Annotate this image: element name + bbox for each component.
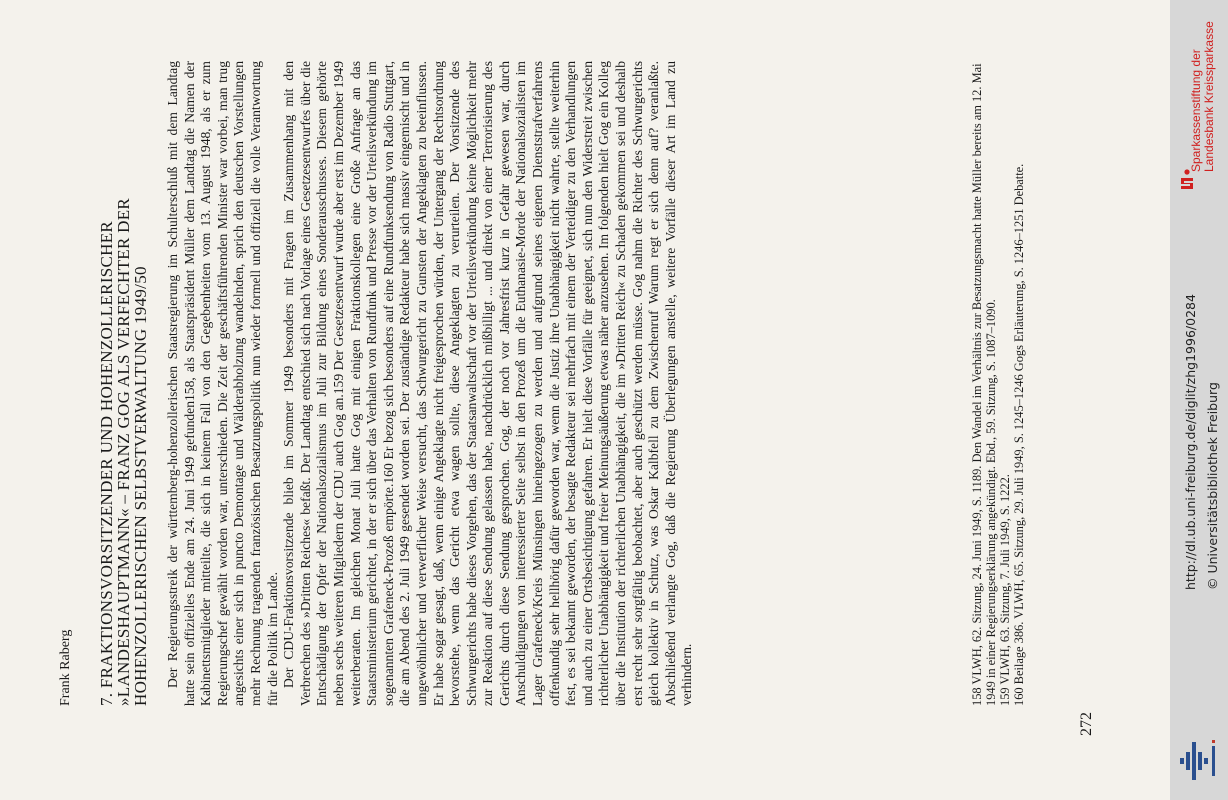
footnote-160: 160 Beilage 386. VLWH, 65. Sitzung, 29. Juli 1949, S. 1245–1246 Gogs Erläuterung, S. 1246–1251 Debatte. (1012, 163, 1026, 706)
paragraph-2: Der CDU-Fraktionsvorsitzende blieb im Sommer 1949 besonders mit Fragen im Zusammenhang mit den Verbrechen des »Dritten Reiches« befaßt. Der Landtag entschied sich nach Vorlage eines Gesetzesentwurfes über die Entschädigung der Opfer der Nationalsozialismus im Juli zur Bildung eines Sonderausschusses. Diesem gehörte neben sechs weiteren Mitgliedern der CDU auch Gog an.159 Der Gesetzesentwurf wurde aber erst im Dezember 1949 weiterberaten. Im gleichen Monat Juli hatte Gog mit einigen Fraktionskollegen eine Große Anfrage an das Staatsministerium gerichtet, in der er sich über das Verhalten von Rundfunk und Presse vor der Urteilsverkündung im sogenannten Grafeneck-Prozeß empörte.160 Er bezog sich besonders auf eine Rundfunksendung von Radio Stuttgart, die am Abend des 2. Juli 1949 gesendet worden sei. Der zuständige Redakteur habe sich massiv eingemischt und in ungewöhnlicher und verwerflicher Weise versucht, das Schwurgericht zu Gunsten der Angeklagten zu beeinflussen. Er habe sogar gesagt, daß, wenn einige Angeklagte nicht freigesprochen würden, der Untergang der Rechtsordnung bevorstehe, wenn das Gericht etwa wagen sollte, diese Angeklagten zu verurteilen. Der Vorsitzende des Schwurgerichts habe dieses Vorgehen, das der Staatsanwaltschaft vor der Urteilsverkündung keine Möglichkeit mehr zur Reaktion auf diese Sendung gelassen habe, nachdrücklich mißbilligt ... und direkt von einer Terrorisierung des Gerichts durch diese Sendung gesprochen. Gog, der noch vor Jahresfrist kurz in Gefahr gewesen war, durch Anschuldigungen von interessierter Seite selbst in den Prozeß um die Euthanasie-Morde der Nationalsozialisten im Lager Grafeneck/Kreis Münsingen hineingezogen zu werden und aufgrund seines eigenen Dienststrafverfahrens offenkundig sehr hellhörig dafür geworden war, wenn die Justiz ihre Unabhängigkeit nicht wahrte, stellte weiterhin fest, es sei bekannt geworden, der besagte Redakteur sei mehrfach mit einem der Verteidiger zu den Verhandlungen und auch zu einer Ortsbesichtigung gefahren. Er hielt diese Vorfälle für geeignet, sich nun den Widerstreit zwischen richterlicher Unabhängigkeit und freier Meinungsäußerung etwas näher anzusehen. Im folgenden hielt Gog ein Kolleg über die Institution der richterlichen Unabhängigkeit, die im »Dritten Reich« zu Schaden gekommen sei und deshalb erst recht sehr sorgfältig beobachtet, aber auch geschützt werden müsse. Gog nahm die Richter des Schwurgerichts gleich kollektiv in Schutz, was Oskar Kalbfell zu dem Zwischenruf Warum regt er sich denn auf? veranlaßte. Abschließend verlangte Gog, daß die Regierung Überlegungen anstelle, weitere Vorfälle dieser Art im Land zu verhindern. (281, 61, 695, 706)
chapter-title-line-2: »LANDESHAUPTMANN« – FRANZ GOG ALS VERFECHTER DER (114, 197, 133, 706)
footnote-158: 158 VLWH, 62. Sitzung, 24. Juni 1949, S. 1189. Den Wandel im Verhältnis zur Besatzungsmacht hatte Müller bereits am 12. Mai 1949 in einer Regierungserklärung angekündigt. Ebd., 59. Sitzung, S. 1087–1090. (970, 63, 998, 706)
sparkasse-brand (1190, 21, 1216, 172)
running-header: Frank Raberg (58, 629, 73, 706)
brand-line-1: Sparkassenstiftung der (1189, 49, 1203, 172)
copyright-notice: © Universitätsbibliothek Freiburg (1205, 382, 1220, 590)
chapter-title-line-1: 7. FRAKTIONSVORSITZENDER UND HOHENZOLLERISCHER (97, 220, 116, 706)
page-number: 272 (1078, 712, 1095, 736)
footnotes (970, 61, 1026, 706)
source-url-link[interactable]: http://dl.ub.uni-freiburg.de/diglit/zhg1996/0284 (1183, 294, 1198, 590)
chapter-title-line-3: HOHENZOLLERISCHEN SELBSTVERWALTUNG 1949/50 (131, 266, 150, 706)
body-text (165, 61, 696, 706)
brand-line-2: Landesbank Kreissparkasse (1202, 21, 1216, 172)
ub-freiburg-logo-icon (1178, 738, 1222, 784)
paragraph-1: Der Regierungsstreik der württemberg-hohenzollerischen Staatsregierung im Schulterschluß mit dem Landtag hatte sein offizielles Ende am 24. Juni 1949 gefunden158, als Staatspräsident Müller dem Landtag die Namen der Kabinettsmitglieder mitteilte, die sich in keinem Fall von den Gegebenheiten vom 13. August 1948, als er zum Regierungschef gewählt worden war, unterschieden. Die Zeit der geschäftsführenden Minister war vorbei, man trug angesichts einer sich in puncto Demontage und Wälderabholzung wandelnden, sprich den deutschen Vorstellungen mehr Rechnung tragenden französischen Besatzungspolitik nun wieder formell und offiziell die volle Verantwortung für die Politik im Lande. (165, 61, 280, 706)
footnote-159: 159 VLWH, 63. Sitzung, 7. Juli 1949, S. 1222. (998, 474, 1012, 706)
chapter-title (98, 66, 149, 706)
